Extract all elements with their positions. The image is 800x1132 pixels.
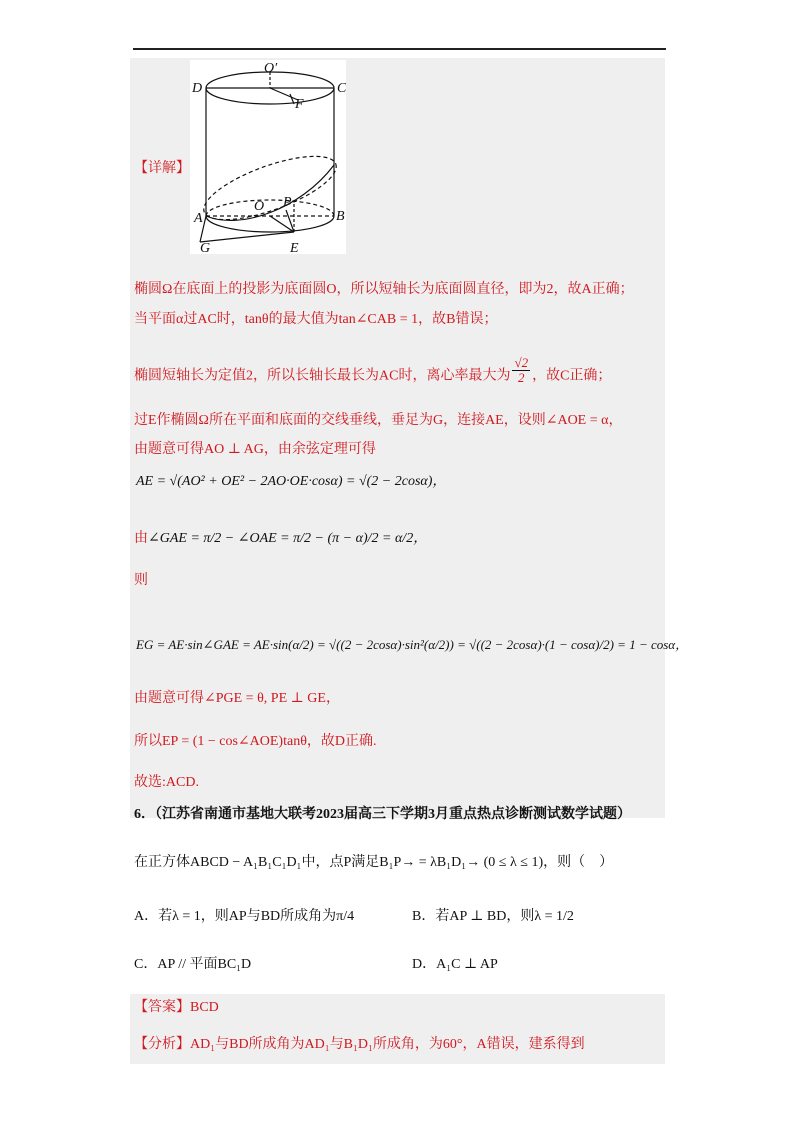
detail-tag: 【详解】 xyxy=(134,161,190,176)
question-title: 6．（江苏省南通市基地大联考2023届高三下学期3月重点热点诊断测试数学试题） xyxy=(134,807,631,822)
answer-line: 【答案】BCD xyxy=(134,1000,219,1015)
label-O-prime: O′ xyxy=(264,61,278,76)
solution-line-3b: ，故C正确； xyxy=(532,368,612,384)
solution-line-2: 当平面α过AC时，tanθ的最大值为tan∠CAB = 1，故B错误； xyxy=(134,312,498,327)
solution-line-7-formula: ∠GAE = π/2 − ∠OAE = π/2 − (π − α)/2 = α/2， xyxy=(148,531,428,546)
label-F: F xyxy=(295,97,304,112)
solution-line-9: EG = AE·sin∠GAE = AE·sin(α/2) = √((2 − 2cosα)·sin²(α/2)) = √((2 − 2cosα)·(1 − cosα)/2) = 1 − cosα， xyxy=(136,637,689,652)
option-b: B．若AP ⊥ BD，则λ = 1/2 xyxy=(412,909,574,924)
cylinder-diagram xyxy=(190,60,346,254)
solution-line-6: AE = √(AO² + OE² − 2AO·OE·cosα) = √(2 − 2cosα)， xyxy=(136,474,447,489)
solution-line-3 xyxy=(134,355,612,391)
fraction-denominator: 2 xyxy=(518,370,525,385)
analysis-line: 【分析】AD₁与BD所成角为AD₁与B₁D₁所成角，为60°，A错误，建系得到 xyxy=(134,1037,585,1052)
label-B: B xyxy=(336,209,345,224)
solution-line-8: 则 xyxy=(134,573,148,588)
option-c: C．AP // 平面BC₁D xyxy=(134,957,252,972)
label-P: P xyxy=(283,195,292,210)
fraction-sqrt2-over-2 xyxy=(512,356,530,385)
label-E: E xyxy=(290,241,299,254)
option-a: A．若λ = 1，则AP与BD所成角为π/4 xyxy=(134,909,355,924)
label-D: D xyxy=(192,81,203,96)
solution-line-3a: 椭圆短轴长为定值2，所以长轴长最长为AC时，离心率最大为 xyxy=(134,368,511,384)
header-rule xyxy=(133,48,666,50)
cylinder-figure xyxy=(190,60,346,254)
option-d: D．A₁C ⊥ AP xyxy=(412,957,498,972)
solution-line-10: 由题意可得∠PGE = θ, PE ⊥ GE， xyxy=(134,691,340,706)
solution-line-1: 椭圆Ω在底面上的投影为底面圆O，所以短轴长为底面圆直径，即为2，故A正确； xyxy=(134,282,634,297)
solution-line-7 xyxy=(134,530,427,548)
solution-line-4: 过E作椭圆Ω所在平面和底面的交线垂线，垂足为G，连接AE，设则∠AOE = α， xyxy=(134,413,623,428)
label-O: O xyxy=(254,199,265,214)
label-G: G xyxy=(200,241,211,254)
label-C: C xyxy=(337,81,346,96)
solution-line-12: 故选:ACD. xyxy=(134,775,199,790)
label-A: A xyxy=(194,211,203,226)
solution-line-5: 由题意可得AO ⊥ AG，由余弦定理可得 xyxy=(134,442,376,457)
fraction-numerator: √2 xyxy=(514,355,529,370)
solution-line-11: 所以EP = (1 − cos∠AOE)tanθ，故D正确. xyxy=(134,734,377,749)
solution-line-7-prefix: 由 xyxy=(134,531,148,546)
question-stem: 在正方体ABCD − A₁B₁C₁D₁中，点P满足B₁P→ = λB₁D₁→ (0 ≤ λ ≤ 1)，则（ ） xyxy=(134,855,614,870)
